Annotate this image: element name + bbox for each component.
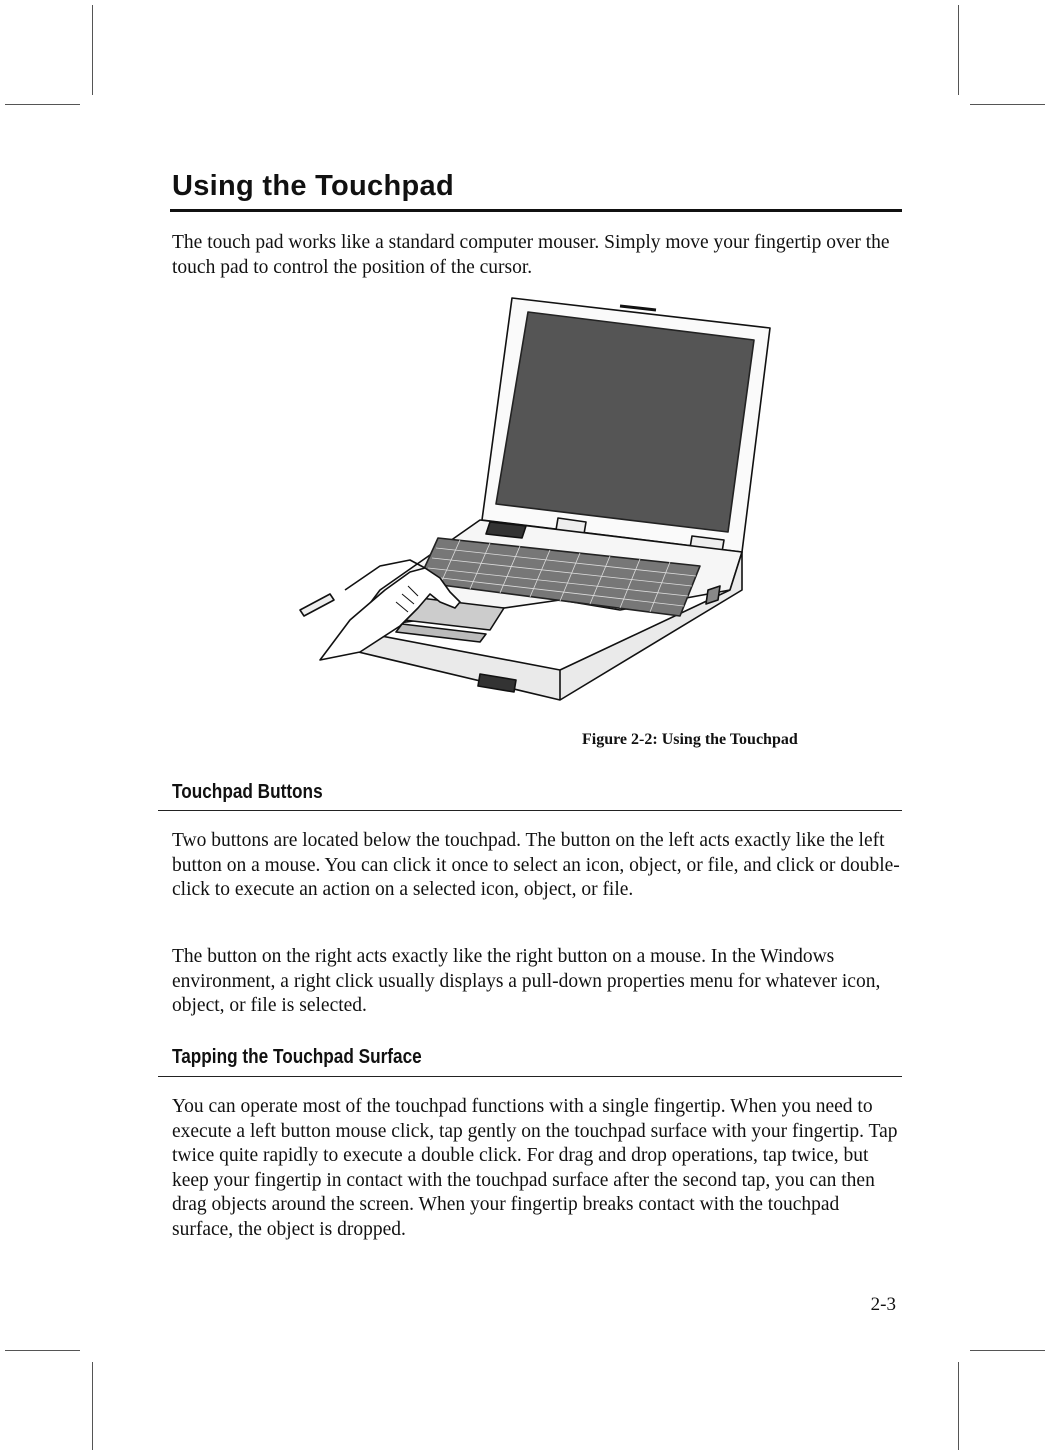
laptop-screen [496,312,754,532]
crop-mark [958,1362,959,1450]
section-heading-tapping: Tapping the Touchpad Surface [172,1046,422,1068]
page-number: 2-3 [870,1294,896,1315]
crop-mark [92,5,93,95]
intro-paragraph: The touch pad works like a standard computer mouser. Simply move your fingertip over the touch pad to control the position of the cursor. [172,232,890,278]
page-title: Using the Touchpad [172,170,454,202]
crop-mark [970,1350,1045,1351]
crop-mark [5,1350,80,1351]
paragraph-right-button: The button on the right acts exactly like the right button on a mouse. In the Windows environment, a right click usually displays a pull-down properties menu for whatever icon, object, or file is selected. [172,946,881,1016]
title-rule [170,209,902,212]
crop-mark [92,1362,93,1450]
section-rule [158,810,902,811]
crop-mark [970,104,1045,105]
paragraph-left-button: Two buttons are located below the touchpad. The button on the left acts exactly like the left button on a mouse. You can click it once to select an icon, object, or file, and click or double-click to execute an action on a selected icon, object, or file. [172,830,900,900]
paragraph-tapping: You can operate most of the touchpad functions with a single fingertip. When you need to execute a left button mouse click, tap gently on the touchpad surface with your fingertip. Tap twice quite rapidly to execute a double click. For drag and drop operations, tap twice, but keep your fingertip in contact with the touchpad surface after the second tap, you can then drag objects around the screen. When your fingertip breaks contact with the touchpad surface, the object is dropped. [172,1096,898,1240]
figure-caption: Figure 2-2: Using the Touchpad [582,731,798,748]
crop-mark [958,5,959,95]
section-rule [158,1076,902,1077]
laptop-illustration [290,290,790,710]
section-heading-touchpad-buttons: Touchpad Buttons [172,781,323,803]
crop-mark [5,104,80,105]
